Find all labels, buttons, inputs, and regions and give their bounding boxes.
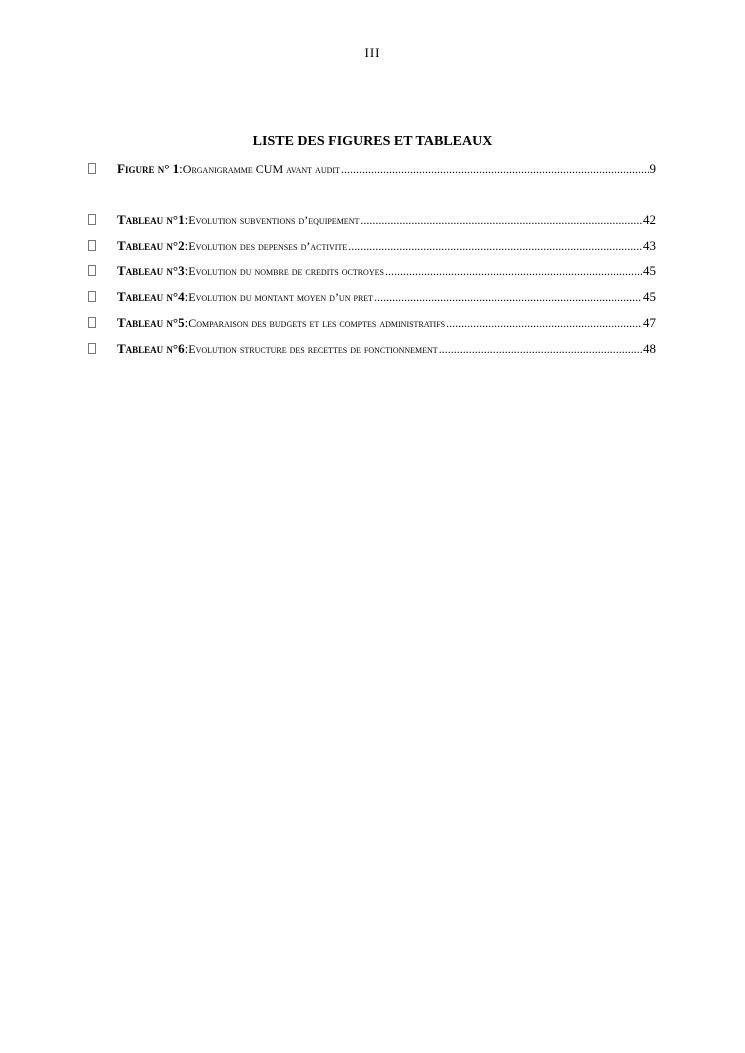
entry-page-number: 48 xyxy=(643,341,656,356)
entry-separator: : xyxy=(184,212,189,227)
entry-separator: : xyxy=(184,315,189,330)
entry-description: Comparaison des budgets et les comptes administratifs xyxy=(188,316,446,330)
dot-leader xyxy=(385,264,642,279)
bullet-icon xyxy=(88,343,96,354)
entry-description: Evolution du nombre de credits octroyes xyxy=(188,264,384,278)
bullet-icon xyxy=(88,240,96,251)
entry-description: Evolution du montant moyen d’un pret xyxy=(188,290,374,304)
entry-page-number: 43 xyxy=(643,238,656,253)
dot-leader xyxy=(446,316,642,331)
entry-separator: : xyxy=(184,289,189,304)
bullet-icon xyxy=(88,265,96,276)
entry-description: Evolution des depenses d’activite xyxy=(188,239,348,253)
entry-label: Tableau n°5 xyxy=(117,315,185,330)
bullet-icon xyxy=(88,317,96,328)
toc-title: LISTE DES FIGURES ET TABLEAUX xyxy=(252,134,493,149)
bullet-icon xyxy=(88,214,96,225)
entry-page-number: 9 xyxy=(649,161,656,176)
dot-leader xyxy=(360,213,642,228)
entry-separator: : xyxy=(184,263,189,278)
toc-entry-tableau-2[interactable] xyxy=(88,238,656,254)
entry-separator: : xyxy=(184,341,189,356)
entry-description: Organigramme CUM avant audit xyxy=(182,162,340,176)
entry-description: Evolution structure des recettes de fonctionnement xyxy=(188,342,438,356)
entry-page-number: 42 xyxy=(643,212,656,227)
page-number: III xyxy=(364,45,381,60)
dot-leader xyxy=(348,239,642,254)
toc-entry-tableau-3[interactable] xyxy=(88,263,656,279)
entry-description: Evolution subventions d’equipement xyxy=(188,213,360,227)
dot-leader xyxy=(341,162,649,177)
entry-label: Tableau n°6 xyxy=(117,341,185,356)
entry-label: Tableau n°4 xyxy=(117,289,185,304)
entry-page-number: 45 xyxy=(643,263,656,278)
entry-label: Tableau n°2 xyxy=(117,238,185,253)
bullet-icon xyxy=(88,291,96,302)
entry-label: Tableau n°3 xyxy=(117,263,185,278)
entry-separator: : xyxy=(184,238,189,253)
toc-entry-tableau-4[interactable] xyxy=(88,289,656,305)
toc-entry-tableau-5[interactable] xyxy=(88,315,656,331)
entry-label: Tableau n°1 xyxy=(117,212,185,227)
toc-entry-tableau-6[interactable] xyxy=(88,341,656,357)
toc-entry-tableau-1[interactable] xyxy=(88,212,656,228)
dot-leader xyxy=(374,290,642,305)
dot-leader xyxy=(439,342,642,357)
entry-separator: : xyxy=(179,161,183,176)
entry-label: Figure n° 1 xyxy=(117,161,180,176)
bullet-icon xyxy=(88,163,96,174)
entry-page-number: 45 xyxy=(643,289,656,304)
entry-page-number: 47 xyxy=(643,315,656,330)
toc-entry-figure-1[interactable] xyxy=(88,161,656,177)
